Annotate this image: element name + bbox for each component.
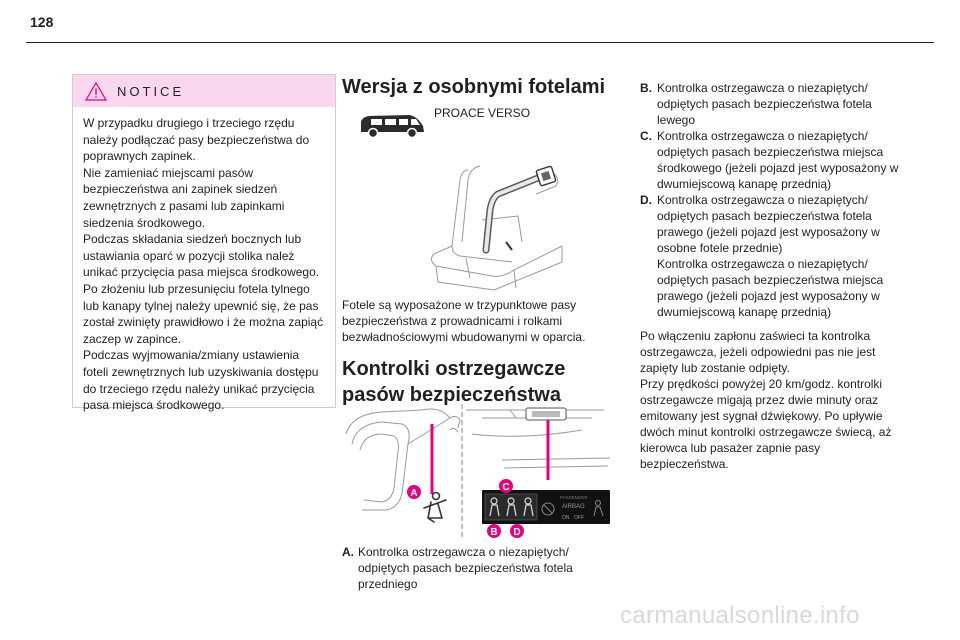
panel-off-text: OFF (574, 515, 584, 521)
watermark: carmanualsonline.info (620, 602, 860, 629)
right-column (640, 80, 904, 472)
section-heading-separate-seats: Wersja z osobnymi fotelami (342, 76, 606, 98)
notice-title: NOTICE (117, 83, 185, 99)
notice-paragraph: Nie zamieniać miejscami pasów bezpieczeństwa ani zapinek siedzeń zewnętrznych z pasami lub zapinkami siedzenia środkowego. (83, 165, 285, 230)
label-c: C (502, 482, 510, 493)
label-d: D (513, 527, 521, 538)
label-a: A (410, 488, 418, 499)
notice-paragraph: Podczas wyjmowania/zmiany ustawienia foteli zewnętrznych lub uzyskiwania dostępu do trzeciego rzędu należy unikać przycięcia pasa miejsca środkowego. (83, 348, 319, 413)
panel-airbag-text: AIRBAG (562, 504, 585, 510)
seat-belt-illustration (422, 150, 592, 292)
item-text: Kontrolka ostrzegawcza o niezapiętych/ odpiętych pasach bezpieczeństwa miejsca środkowego (jeżeli pojazd jest wyposażony w dwumiejscową kanapę przednią) (657, 129, 899, 191)
warning-lamp-behavior (640, 328, 904, 472)
notice-header (73, 75, 335, 107)
section-description: Fotele są wyposażone w trzypunktowe pasy bezpieczeństwa z prowadnicami i rolkami bezwładnościowymi wbudowanymi w oparcia. (342, 298, 586, 344)
paragraph: Po włączeniu zapłonu zaświeci ta kontrolka ostrzegawcza, jeżeli odpowiedni pas nie jest zapięty lub zostanie odpięty. (640, 329, 876, 375)
panel-on-text: ON (562, 515, 570, 521)
section-heading-warning-lamps: Kontrolki ostrzegawcze pasów bezpieczeństwa (342, 358, 566, 406)
warning-triangle-icon (85, 82, 107, 101)
page-number: 128 (30, 14, 54, 30)
notice-box (72, 74, 336, 413)
van-icon (357, 112, 427, 140)
item-letter: C. (640, 129, 652, 143)
item-text: Kontrolka ostrzegawcza o niezapiętych/ odpiętych pasach bezpieczeństwa fotela lewego (657, 81, 872, 127)
header-divider (26, 42, 934, 43)
item-text-secondary: Kontrolka ostrzegawcza o niezapiętych/ odpiętych pasach bezpieczeństwa miejsca prawego (jeżeli pojazd jest wyposażony w dwumiejscową kanapę przednią) (657, 257, 884, 319)
notice-paragraph: Podczas składania siedzeń bocznych lub ustawiania oparć w pozycji stolika należ unikać przycięcia pasa miejsca środkowego. (83, 232, 320, 280)
model-label: PROACE VERSO (434, 106, 531, 120)
warning-lamps-illustration (342, 404, 614, 540)
label-b: B (490, 527, 498, 538)
item-text: Kontrolka ostrzegawcza o niezapiętych/ odpiętych pasach bezpieczeństwa fotela przedniego (358, 545, 573, 591)
list-item-c (640, 128, 904, 192)
notice-paragraph: W przypadku drugiego i trzeciego rzędu należy podłączać pasy bezpieczeństwa do poprawnych zapinek. (83, 116, 310, 164)
panel-passenger-text: PASSENGER (560, 495, 588, 500)
list-item-a (342, 544, 594, 592)
list-item-b (640, 80, 904, 128)
item-letter: D. (640, 193, 652, 207)
paragraph: Przy prędkości powyżej 20 km/godz. kontrolki ostrzegawcze migają przez dwie minuty oraz emitowany jest sygnał dźwiękowy. Po upływie dwóch minut kontrolki ostrzegawcze świecą, aż kierowca lub pasażer zapnie pasy bezpieczeństwa. (640, 377, 892, 471)
item-text: Kontrolka ostrzegawcza o niezapiętych/ odpiętych pasach bezpieczeństwa fotela prawego (jeżeli pojazd jest wyposażony w osobne fotele przednie) (657, 193, 880, 255)
item-letter: A. (342, 545, 354, 559)
list-item-d (640, 192, 904, 320)
notice-body (73, 107, 335, 414)
item-letter: B. (640, 81, 652, 95)
notice-paragraph: Po złożeniu lub przesunięciu fotela tylnego lub kanapy tylnej należy upewnić się, że pas został zwinięty prawidłowo i że można zapiąć zaczep w zapince. (83, 281, 324, 346)
